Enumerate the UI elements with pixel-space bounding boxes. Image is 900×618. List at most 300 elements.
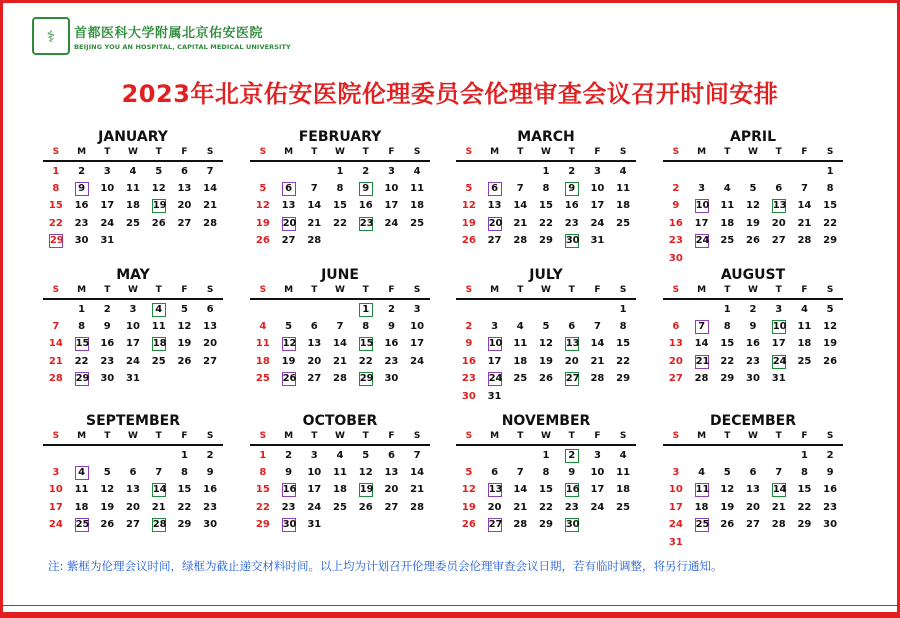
weekday-label: W — [128, 147, 138, 157]
day-cell: 15 — [616, 338, 631, 350]
day-cell: 25 — [410, 217, 425, 229]
day-cell: 5 — [362, 449, 370, 461]
day-cell: 4 — [800, 303, 808, 315]
day-cell: 12 — [177, 321, 192, 333]
day-cell: 3 — [129, 303, 137, 315]
month-name: MAY — [116, 267, 150, 283]
meeting-day: 30 — [282, 519, 297, 531]
weekday-label: S — [206, 147, 214, 157]
weekday-label: T — [568, 285, 575, 295]
day-cell: 27 — [126, 519, 140, 531]
day-cell: 3 — [310, 449, 318, 461]
day-cell: 24 — [410, 355, 425, 367]
deadline-day: 30 — [565, 235, 580, 247]
weekday-header — [250, 430, 430, 446]
day-cell: 21 — [307, 217, 322, 229]
weekday-label: S — [672, 431, 680, 441]
day-cell: 4 — [723, 183, 731, 195]
day-cell: 19 — [255, 217, 270, 229]
day-cell: 1 — [542, 449, 550, 461]
day-cell: 26 — [461, 235, 476, 247]
day-grid — [663, 447, 843, 551]
weekday-label: S — [672, 285, 680, 295]
weekday-label: S — [259, 285, 267, 295]
meeting-day: 25 — [75, 519, 90, 531]
empty-cell — [766, 447, 792, 464]
deadline-day: 15 — [359, 338, 374, 350]
day-cell: 25 — [333, 501, 347, 513]
day-cell: 14 — [203, 183, 218, 195]
day-cell: 22 — [74, 355, 89, 367]
deadline-day: 24 — [772, 355, 787, 367]
day-cell: 22 — [823, 217, 838, 229]
day-cell: 1 — [78, 303, 86, 315]
weekday-label: T — [362, 431, 369, 441]
weekday-label: S — [259, 431, 267, 441]
empty-cell — [507, 447, 533, 464]
meeting-day: 24 — [695, 235, 710, 247]
day-cell: 21 — [333, 355, 347, 367]
day-cell: 11 — [255, 338, 270, 350]
day-cell: 7 — [593, 321, 601, 333]
day-cell: 22 — [333, 217, 347, 229]
day-cell: 30 — [461, 390, 476, 402]
month-name: OCTOBER — [302, 413, 378, 429]
meeting-day: 12 — [282, 338, 297, 350]
day-cell: 22 — [177, 501, 192, 513]
day-cell: 22 — [48, 217, 63, 229]
day-cell: 29 — [616, 373, 631, 385]
empty-cell — [276, 163, 302, 180]
day-cell: 10 — [590, 183, 605, 195]
weekday-label: T — [517, 431, 524, 441]
day-cell: 1 — [723, 303, 731, 315]
day-cell: 18 — [255, 355, 270, 367]
day-cell: 27 — [177, 217, 192, 229]
day-cell: 8 — [800, 467, 808, 479]
empty-cell — [456, 163, 482, 180]
weekday-label: F — [594, 431, 601, 441]
day-cell: 19 — [177, 338, 192, 350]
footnote: 注: 紫框为伦理会议时间，绿框为截止递交材料时间。以上均为计划召开伦理委员会伦理审查会议日期，若有临时调整，将另行通知。 — [48, 559, 723, 573]
day-cell: 13 — [281, 200, 296, 212]
month-may — [43, 266, 223, 388]
weekday-label: W — [748, 147, 758, 157]
day-cell: 3 — [593, 449, 601, 461]
day-cell: 30 — [74, 235, 89, 247]
hospital-name-en: BEIJING YOU AN HOSPITAL, CAPITAL MEDICAL UNIVERSITY — [74, 42, 291, 51]
empty-cell — [714, 163, 740, 180]
empty-cell — [740, 163, 766, 180]
weekday-label: W — [128, 431, 138, 441]
deadline-day: 9 — [353, 180, 379, 197]
day-cell: 29 — [255, 519, 270, 531]
month-name: JULY — [529, 267, 563, 283]
weekday-label: S — [465, 431, 473, 441]
day-cell: 26 — [746, 235, 760, 247]
day-cell: 18 — [410, 200, 425, 212]
deadline-day: 13 — [565, 338, 580, 350]
day-cell: 10 — [307, 467, 322, 479]
day-cell: 18 — [694, 501, 709, 513]
weekday-label: S — [259, 147, 267, 157]
empty-cell — [456, 447, 482, 464]
weekday-label: T — [311, 431, 318, 441]
day-cell: 15 — [797, 484, 812, 496]
day-cell: 5 — [465, 183, 473, 195]
meeting-day: 24 — [488, 373, 503, 385]
day-cell: 8 — [723, 321, 731, 333]
empty-cell — [250, 163, 276, 180]
empty-cell — [507, 163, 533, 180]
day-cell: 31 — [771, 373, 786, 385]
day-cell: 16 — [100, 338, 115, 350]
day-cell: 3 — [698, 183, 706, 195]
day-cell: 25 — [151, 355, 166, 367]
day-cell: 7 — [775, 467, 783, 479]
day-cell: 3 — [387, 165, 395, 177]
day-cell: 5 — [826, 303, 834, 315]
day-cell: 26 — [177, 355, 192, 367]
month-july — [456, 266, 636, 405]
day-cell: 3 — [491, 321, 499, 333]
weekday-label: S — [52, 431, 60, 441]
weekday-label: F — [801, 147, 808, 157]
day-cell: 2 — [103, 303, 111, 315]
empty-cell — [663, 301, 689, 318]
day-cell: 6 — [775, 183, 783, 195]
day-cell: 14 — [513, 200, 528, 212]
day-cell: 9 — [465, 338, 473, 350]
day-cell: 16 — [668, 217, 683, 229]
day-cell: 4 — [259, 321, 267, 333]
day-grid — [43, 301, 223, 388]
day-cell: 15 — [720, 338, 735, 350]
weekday-label: T — [311, 147, 318, 157]
day-cell: 8 — [259, 467, 267, 479]
day-cell: 27 — [281, 235, 296, 247]
day-cell: 7 — [155, 467, 163, 479]
day-cell: 4 — [619, 449, 627, 461]
day-cell: 18 — [126, 200, 140, 212]
day-cell: 20 — [384, 484, 399, 496]
meeting-day: 29 — [49, 235, 64, 247]
day-cell: 17 — [48, 501, 63, 513]
day-cell: 24 — [384, 217, 399, 229]
deadline-day: 4 — [146, 301, 172, 318]
day-cell: 24 — [100, 217, 115, 229]
weekday-header — [456, 430, 636, 446]
day-cell: 21 — [513, 217, 528, 229]
empty-cell — [663, 447, 689, 464]
day-cell: 6 — [672, 321, 680, 333]
day-cell: 22 — [539, 217, 553, 229]
day-cell: 17 — [487, 355, 502, 367]
weekday-label: W — [748, 285, 758, 295]
day-cell: 8 — [52, 183, 60, 195]
day-cell: 5 — [723, 467, 731, 479]
day-cell: 16 — [461, 355, 476, 367]
day-cell: 11 — [616, 467, 631, 479]
weekday-label: W — [541, 285, 551, 295]
day-cell: 2 — [206, 449, 214, 461]
day-cell: 24 — [307, 501, 322, 513]
day-cell: 9 — [672, 200, 680, 212]
weekday-label: F — [594, 147, 601, 157]
weekday-label: T — [775, 431, 782, 441]
weekday-label: F — [594, 285, 601, 295]
day-cell: 13 — [384, 467, 399, 479]
day-cell: 6 — [568, 321, 576, 333]
deadline-day: 19 — [359, 484, 374, 496]
weekday-label: M — [284, 285, 294, 295]
weekday-label: W — [748, 431, 758, 441]
empty-cell — [663, 163, 689, 180]
day-cell: 3 — [103, 165, 111, 177]
meeting-day: 26 — [282, 373, 297, 385]
weekday-header — [250, 284, 430, 300]
day-cell: 4 — [698, 467, 706, 479]
day-cell: 15 — [177, 484, 192, 496]
day-cell: 6 — [491, 467, 499, 479]
weekday-label: M — [697, 147, 707, 157]
empty-cell — [301, 301, 327, 318]
weekday-label: M — [77, 285, 87, 295]
weekday-label: T — [517, 147, 524, 157]
day-cell: 30 — [203, 519, 218, 531]
deadline-day: 23 — [359, 217, 374, 229]
day-cell: 27 — [668, 373, 683, 385]
weekday-label: T — [724, 285, 731, 295]
day-cell: 30 — [100, 373, 115, 385]
day-cell: 18 — [616, 484, 631, 496]
empty-cell — [482, 163, 508, 180]
empty-cell — [43, 447, 69, 464]
weekday-label: S — [206, 431, 214, 441]
weekday-label: S — [413, 147, 421, 157]
day-cell: 5 — [542, 321, 550, 333]
day-cell: 10 — [590, 467, 605, 479]
weekday-label: F — [388, 285, 395, 295]
day-cell: 28 — [590, 373, 605, 385]
day-cell: 28 — [48, 373, 63, 385]
meeting-day: 20 — [282, 217, 297, 229]
weekday-label: W — [335, 431, 345, 441]
day-cell: 7 — [516, 467, 524, 479]
weekday-label: T — [568, 431, 575, 441]
day-cell: 15 — [255, 484, 270, 496]
day-cell: 21 — [797, 217, 812, 229]
empty-cell — [456, 301, 482, 318]
weekday-label: S — [206, 285, 214, 295]
day-cell: 7 — [516, 183, 524, 195]
weekday-label: T — [104, 431, 111, 441]
day-cell: 5 — [180, 303, 188, 315]
day-cell: 26 — [720, 519, 735, 531]
meeting-day: 27 — [488, 519, 503, 531]
day-cell: 28 — [694, 373, 709, 385]
day-cell: 31 — [307, 519, 322, 531]
day-cell: 8 — [542, 183, 550, 195]
day-cell: 27 — [384, 501, 399, 513]
day-cell: 7 — [413, 449, 421, 461]
weekday-label: T — [517, 285, 524, 295]
weekday-label: T — [724, 431, 731, 441]
weekday-label: T — [362, 147, 369, 157]
day-cell: 23 — [74, 217, 89, 229]
day-cell: 29 — [720, 373, 735, 385]
day-cell: 24 — [126, 355, 140, 367]
day-cell: 12 — [461, 484, 476, 496]
day-cell: 11 — [616, 183, 631, 195]
day-cell: 15 — [333, 200, 347, 212]
weekday-label: M — [697, 431, 707, 441]
weekday-label: M — [490, 431, 500, 441]
weekday-label: T — [155, 431, 162, 441]
weekday-label: W — [335, 147, 345, 157]
day-cell: 17 — [590, 484, 605, 496]
day-cell: 6 — [749, 467, 757, 479]
day-cell: 4 — [516, 321, 524, 333]
day-cell: 20 — [668, 355, 683, 367]
day-grid — [43, 163, 223, 250]
day-cell: 1 — [800, 449, 808, 461]
meeting-day: 6 — [276, 180, 302, 197]
day-cell: 1 — [180, 449, 188, 461]
weekday-label: S — [465, 285, 473, 295]
weekday-label: M — [490, 147, 500, 157]
weekday-header — [663, 146, 843, 162]
day-cell: 21 — [203, 200, 218, 212]
day-cell: 19 — [281, 355, 296, 367]
meeting-day: 15 — [75, 338, 90, 350]
weekday-label: T — [775, 147, 782, 157]
weekday-label: S — [672, 147, 680, 157]
weekday-label: T — [568, 147, 575, 157]
empty-cell — [482, 447, 508, 464]
deadline-day: 19 — [152, 200, 167, 212]
weekday-label: T — [104, 285, 111, 295]
day-cell: 10 — [410, 321, 425, 333]
day-cell: 6 — [129, 467, 137, 479]
day-cell: 27 — [203, 355, 218, 367]
day-cell: 16 — [358, 200, 373, 212]
day-cell: 30 — [746, 373, 760, 385]
day-cell: 20 — [307, 355, 322, 367]
weekday-label: M — [697, 285, 707, 295]
day-cell: 17 — [771, 338, 786, 350]
day-cell: 17 — [307, 484, 322, 496]
day-cell: 5 — [285, 321, 293, 333]
day-cell: 20 — [746, 501, 760, 513]
weekday-label: S — [619, 285, 627, 295]
day-cell: 13 — [203, 321, 218, 333]
month-september — [43, 412, 223, 534]
day-cell: 18 — [797, 338, 812, 350]
empty-cell — [766, 163, 792, 180]
day-cell: 22 — [539, 501, 553, 513]
day-cell: 11 — [513, 338, 528, 350]
month-name: DECEMBER — [710, 413, 796, 429]
day-cell: 11 — [126, 183, 140, 195]
day-cell: 26 — [539, 373, 553, 385]
day-cell: 23 — [461, 373, 476, 385]
day-cell: 23 — [823, 501, 838, 513]
day-grid — [250, 447, 430, 534]
day-cell: 2 — [285, 449, 293, 461]
weekday-label: S — [465, 147, 473, 157]
month-name: SEPTEMBER — [86, 413, 180, 429]
day-cell: 21 — [513, 501, 528, 513]
weekday-header — [250, 146, 430, 162]
day-cell: 17 — [384, 200, 399, 212]
weekday-label: M — [284, 431, 294, 441]
meeting-day: 6 — [482, 180, 508, 197]
day-cell: 11 — [74, 484, 89, 496]
empty-cell — [327, 301, 353, 318]
weekday-label: W — [541, 147, 551, 157]
day-cell: 25 — [797, 355, 812, 367]
day-cell: 20 — [126, 501, 140, 513]
weekday-label: S — [413, 431, 421, 441]
day-cell: 25 — [616, 501, 631, 513]
day-cell: 29 — [539, 235, 553, 247]
day-cell: 28 — [307, 235, 322, 247]
day-cell: 8 — [619, 321, 627, 333]
empty-cell — [689, 163, 715, 180]
day-cell: 16 — [384, 338, 399, 350]
weekday-label: S — [619, 431, 627, 441]
day-cell: 24 — [590, 501, 605, 513]
day-cell: 5 — [465, 467, 473, 479]
day-cell: 2 — [387, 303, 395, 315]
day-cell: 1 — [259, 449, 267, 461]
empty-cell — [43, 301, 69, 318]
day-cell: 31 — [487, 390, 502, 402]
deadline-day: 2 — [559, 447, 585, 464]
meeting-day: 10 — [695, 200, 710, 212]
day-cell: 13 — [668, 338, 683, 350]
day-cell: 17 — [126, 338, 140, 350]
day-cell: 2 — [672, 183, 680, 195]
day-cell: 27 — [771, 235, 786, 247]
weekday-label: T — [362, 285, 369, 295]
day-cell: 27 — [487, 235, 502, 247]
day-cell: 17 — [590, 200, 605, 212]
day-cell: 17 — [694, 217, 709, 229]
day-cell: 14 — [590, 338, 605, 350]
day-cell: 9 — [387, 321, 395, 333]
weekday-label: S — [826, 431, 834, 441]
day-cell: 17 — [668, 501, 683, 513]
page-title: 2023年北京佑安医院伦理委员会伦理审查会议召开时间安排 — [121, 80, 779, 108]
month-april — [663, 128, 843, 267]
day-cell: 12 — [151, 183, 166, 195]
day-cell: 11 — [410, 183, 425, 195]
month-name: FEBRUARY — [298, 129, 382, 145]
day-cell: 2 — [465, 321, 473, 333]
empty-cell — [482, 301, 508, 318]
deadline-day: 30 — [565, 519, 580, 531]
meeting-day: 11 — [695, 484, 710, 496]
day-cell: 7 — [206, 165, 214, 177]
day-cell: 27 — [746, 519, 760, 531]
month-january — [43, 128, 223, 250]
day-cell: 23 — [564, 217, 579, 229]
day-cell: 1 — [336, 165, 344, 177]
day-cell: 10 — [384, 183, 399, 195]
day-cell: 25 — [255, 373, 270, 385]
